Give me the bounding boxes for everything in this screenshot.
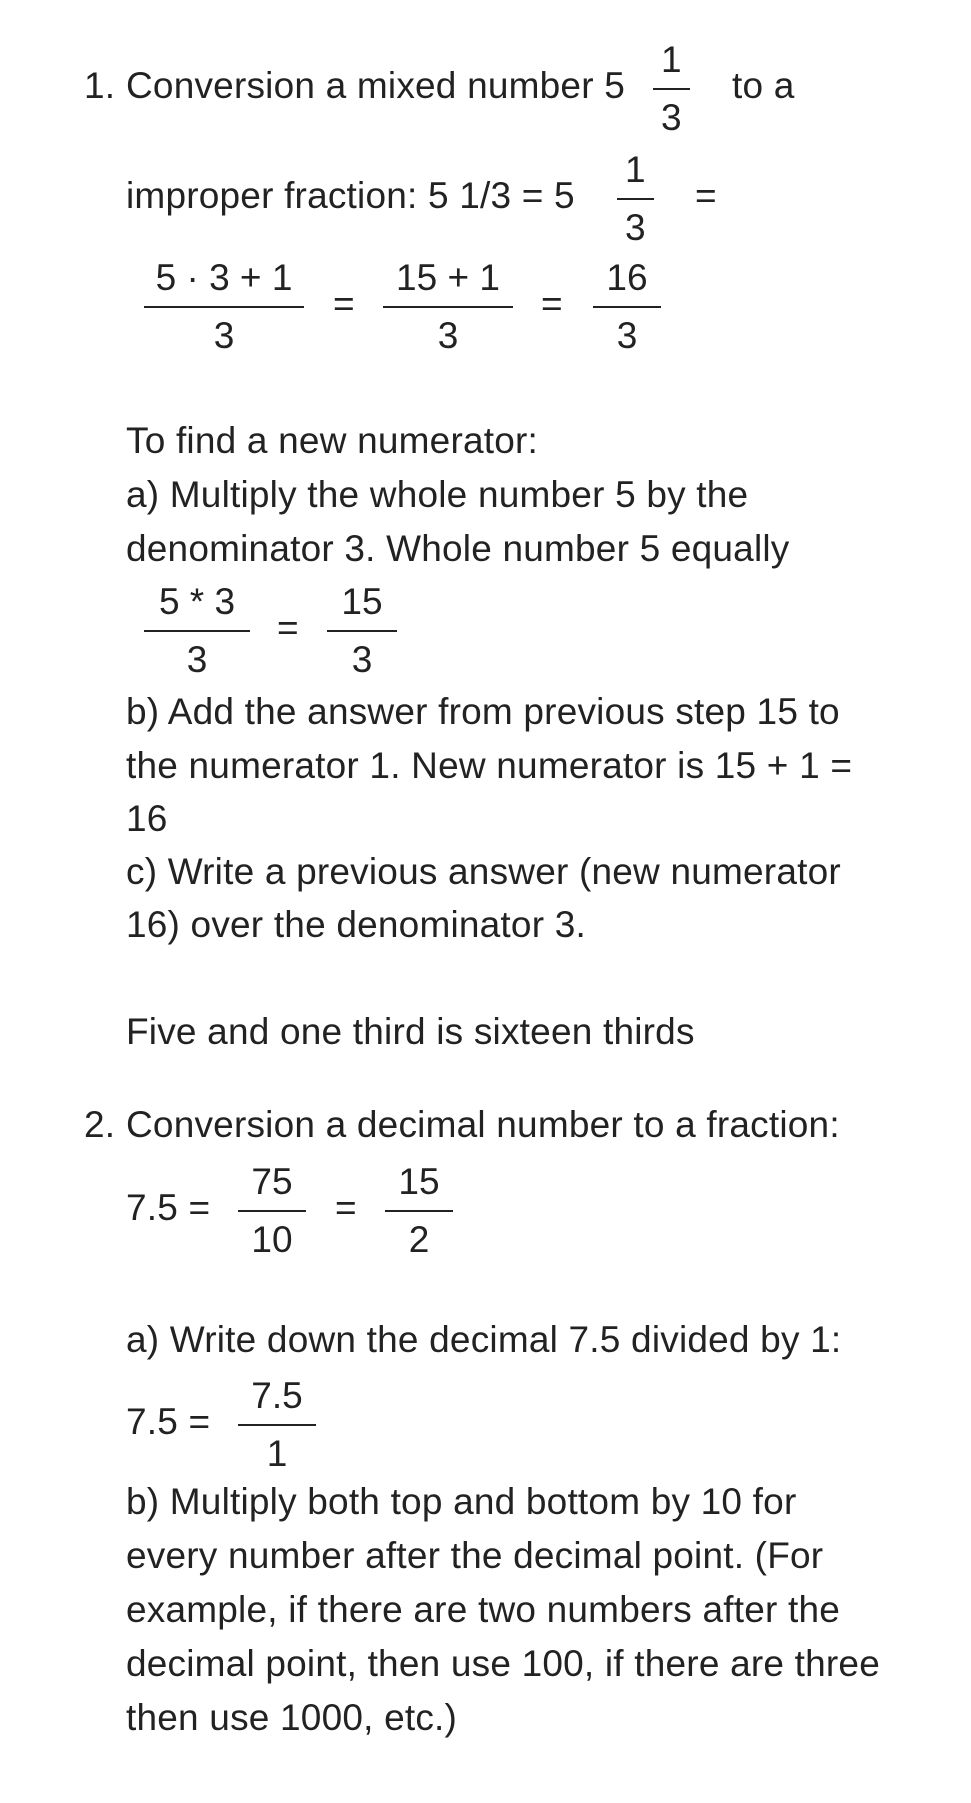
fraction-bar xyxy=(383,306,513,308)
fraction-five-times-three xyxy=(144,580,250,682)
equals-sign: = xyxy=(333,283,355,324)
denominator: 3 xyxy=(661,97,682,138)
step-c-line-2: 16) over the denominator 3. xyxy=(126,904,586,945)
numerator: 75 xyxy=(251,1161,293,1202)
section-1-line2-text: improper fraction: 5 1/3 = 5 xyxy=(126,175,575,216)
step-a-line-1: a) Multiply the whole number 5 by the xyxy=(126,474,749,515)
equals-sign: = xyxy=(277,607,299,648)
section-1-line1-text: Conversion a mixed number 5 xyxy=(126,65,625,106)
fraction-bar xyxy=(385,1210,453,1212)
section-2-heading: Conversion a decimal number to a fraction: xyxy=(126,1104,840,1145)
fraction-bar xyxy=(238,1424,316,1426)
section-2-number: 2. xyxy=(84,1104,116,1145)
fraction-bar xyxy=(238,1210,306,1212)
equals-sign: = xyxy=(695,175,717,216)
numerator: 15 xyxy=(398,1161,440,1202)
fraction-bar xyxy=(144,306,304,308)
denominator: 10 xyxy=(251,1219,293,1260)
section-2-step-b-line-3: example, if there are two numbers after the xyxy=(126,1589,841,1630)
fraction-bar xyxy=(653,88,690,90)
step-c-line-1: c) Write a previous answer (new numerator xyxy=(126,851,841,892)
numerator: 1 xyxy=(625,149,646,190)
decimal-step-a-lead: 7.5 = xyxy=(126,1401,211,1442)
denominator: 3 xyxy=(616,315,638,356)
fraction-15-over-2 xyxy=(385,1160,453,1262)
section-2-step-b-line-2: every number after the decimal point. (For xyxy=(126,1535,824,1576)
denominator: 3 xyxy=(213,315,235,356)
equals-sign: = xyxy=(541,283,563,324)
fraction-fifteen-thirds xyxy=(327,580,397,682)
section-1-line1-tail: to a xyxy=(732,65,795,106)
section-2-step-b-line-1: b) Multiply both top and bottom by 10 for xyxy=(126,1481,797,1522)
fraction-chain-1 xyxy=(144,256,304,358)
numerator: 1 xyxy=(661,39,682,80)
fraction-bar xyxy=(144,630,250,632)
denominator: 3 xyxy=(625,207,646,248)
section-2-step-b-line-4: decimal point, then use 100, if there are three xyxy=(126,1643,880,1684)
fraction-bar xyxy=(617,198,654,200)
denominator: 3 xyxy=(351,639,373,680)
numerator: 16 xyxy=(606,257,648,298)
section-2-step-b-line-5: then use 1000, etc.) xyxy=(126,1697,458,1738)
step-b-line-1: b) Add the answer from previous step 15 to xyxy=(126,691,840,732)
numerator: 5 * 3 xyxy=(158,581,236,622)
fraction-bar xyxy=(593,306,661,308)
step-a-line-2: denominator 3. Whole number 5 equally xyxy=(126,528,790,569)
denominator: 3 xyxy=(186,639,208,680)
section-2-step-a: a) Write down the decimal 7.5 divided by 1: xyxy=(126,1319,842,1360)
step-b-line-3: 16 xyxy=(126,798,168,839)
denominator: 1 xyxy=(266,1433,288,1474)
fraction-bar xyxy=(327,630,397,632)
fraction-one-third-b xyxy=(617,148,654,250)
fraction-chain-2 xyxy=(383,256,513,358)
numerator: 15 xyxy=(341,581,383,622)
denominator: 2 xyxy=(408,1219,430,1260)
numerator: 5 · 3 + 1 xyxy=(155,257,293,298)
numerator: 7.5 xyxy=(251,1375,303,1416)
fraction-chain-3 xyxy=(593,256,661,358)
denominator: 3 xyxy=(437,315,459,356)
numerator-intro: To find a new numerator: xyxy=(126,420,539,461)
fraction-one-third-a xyxy=(653,38,690,140)
fraction-75-over-10 xyxy=(238,1160,306,1262)
step-b-line-2: the numerator 1. New numerator is 15 + 1 = xyxy=(126,745,853,786)
equals-sign: = xyxy=(335,1187,357,1228)
section-1-number: 1. xyxy=(84,65,116,106)
fraction-7-5-over-1 xyxy=(238,1374,316,1476)
section-1-summary: Five and one third is sixteen thirds xyxy=(126,1011,695,1052)
decimal-eq-lead: 7.5 = xyxy=(126,1187,211,1228)
numerator: 15 + 1 xyxy=(396,257,500,298)
